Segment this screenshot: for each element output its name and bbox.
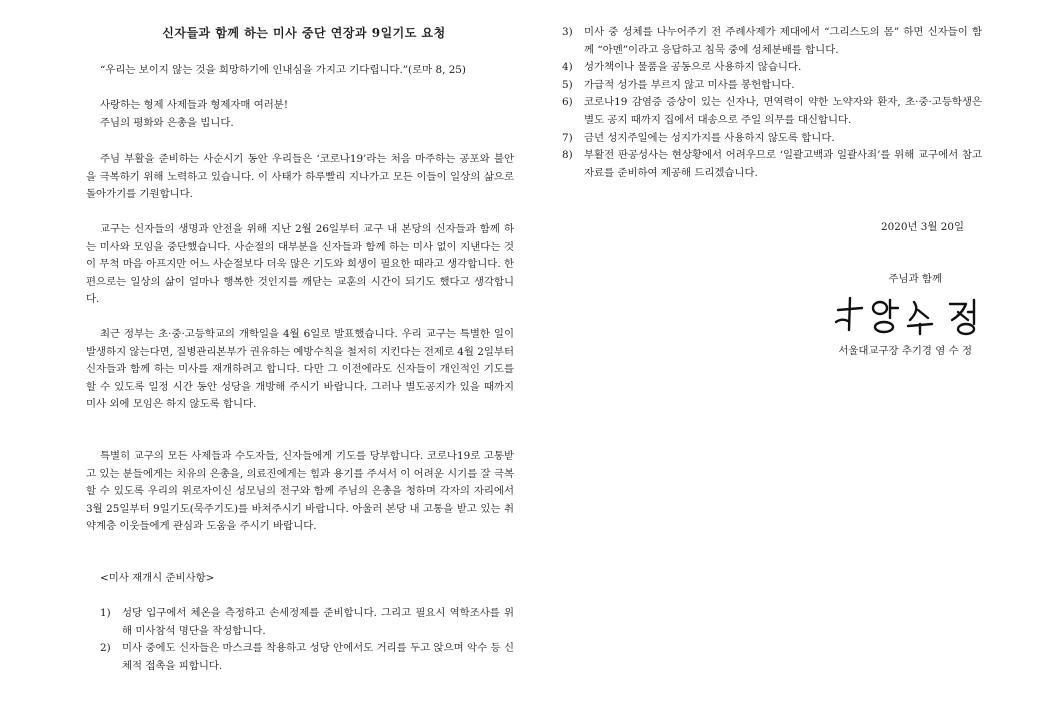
paragraph-1: 주님 부활을 준비하는 사순시기 동안 우리들은 ‘코로나19’라는 처음 마주하는 공포와 불안을 극복하기 위해 노력하고 있습니다. 이 사태가 하루빨리 지나가고 모든 이들이 일상의 삶으로 돌아가기를 기원합니다. (86, 153, 514, 201)
list-item: 4) 성가책이나 물품을 공동으로 사용하지 않습니다. (562, 61, 802, 74)
handwritten-signature (832, 288, 982, 338)
list-item: 6) 코로나19 감염증 증상이 있는 신자나, 면역력이 약한 노약자와 환자, 초·중·고등학생은 별도 공지 때까지 집에서 대송으로 주일 의무를 대신합니다. (562, 96, 982, 126)
document-date: 2020년 3월 20일 (881, 221, 964, 233)
paragraph-2: 교구는 신자들의 생명과 안전을 위해 지난 2월 26일부터 교구 내 본당의 신자들과 함께 하는 미사와 모임을 중단했습니다. 사순절의 대부분을 신자들과 함께 하는 미사 없이 지낸다는 것이 무척 마음 아프지만 어느 사순절보다 더욱 많은 기도와 희생이 필요한 때라고 생각합니다. 한편으로는 일상의 삶이 얼마나 행복한 것인지를 깨닫는 교훈의 시간이 되기도 했다고 생각합니다. (86, 223, 514, 306)
list-item: 7) 금년 성지주일에는 성지가지를 사용하지 않도록 합니다. (562, 131, 835, 144)
greeting-line-2: 주님의 평화와 은총을 빕니다. (100, 117, 234, 129)
signer-name: 서울대교구장 추기경 염 수 정 (838, 345, 972, 357)
list-item: 1) 성당 입구에서 체온을 측정하고 손세정제를 준비합니다. 그리고 필요시 역학조사를 위해 미사참석 명단을 작성합니다. (100, 607, 514, 637)
list-item: 3) 미사 중 성체를 나누어주기 전 주례사제가 제대에서 “그리스도의 몸” 하면 신자들이 함께 “아멘”이라고 응답하고 침묵 중에 성체분배를 합니다. (562, 26, 982, 56)
document-title: 신자들과 함께 하는 미사 중단 연장과 9일기도 요청 (162, 26, 446, 40)
preparation-list-part-1 (100, 605, 514, 675)
list-item: 2) 미사 중에도 신자들은 마스크를 착용하고 성당 안에서도 거리를 두고 앉으며 악수 등 신체적 접촉을 피합니다. (100, 642, 514, 672)
scripture-quote: “우리는 보이지 않는 것을 희망하기에 인내심을 가지고 기다립니다.”(로마 8, 25) (100, 64, 466, 76)
paragraph-3: 최근 정부는 초·중·고등학교의 개학일을 4월 6일로 발표했습니다. 우리 교구는 특별한 일이 발생하지 않는다면, 질병관리본부가 권유하는 예방수칙을 철저히 지킨다는 전제로 4월 2일부터 신자들과 함께 하는 미사를 재개하려고 합니다. 다만 그 이전에라도 신자들이 개인적인 기도를 할 수 있도록 일정 시간 동안 성당을 개방해 주시기 바랍니다. 그러나 별도공지가 있을 때까지 미사 외에 모임은 하지 않도록 합니다. (86, 328, 514, 411)
closing-phrase: 주님과 함께 (888, 273, 942, 285)
paragraph-4: 특별히 교구의 모든 사제들과 수도자들, 신자들에게 기도를 당부합니다. 코로나19로 고통받고 있는 분들에게는 치유의 은총을, 의료진에게는 힘과 용기를 주셔서 이 어려운 시기를 잘 극복할 수 있도록 우리의 위로자이신 성모님의 전구와 함께 주님의 은총을 청하며 각자의 자리에서 3월 25일부터 9일기도(묵주기도)를 바쳐주시기 바랍니다. 아울러 본당 내 고통을 받고 있는 취약계층 이웃들에게 관심과 도움을 주시기 바랍니다. (86, 450, 514, 533)
preparation-list-part-2 (562, 24, 982, 182)
greeting-line-1: 사랑하는 형제 사제들과 형제자매 여러분! (100, 99, 289, 111)
list-item: 8) 부활전 판공성사는 현상황에서 어려우므로 ‘일괄고백과 일괄사죄’를 위해 교구에서 참고자료를 준비하여 제공해 드리겠습니다. (562, 149, 982, 179)
list-item: 5) 가급적 성가를 부르지 않고 미사를 봉헌합니다. (562, 78, 795, 91)
section-heading: <미사 재개시 준비사항> (100, 572, 215, 584)
